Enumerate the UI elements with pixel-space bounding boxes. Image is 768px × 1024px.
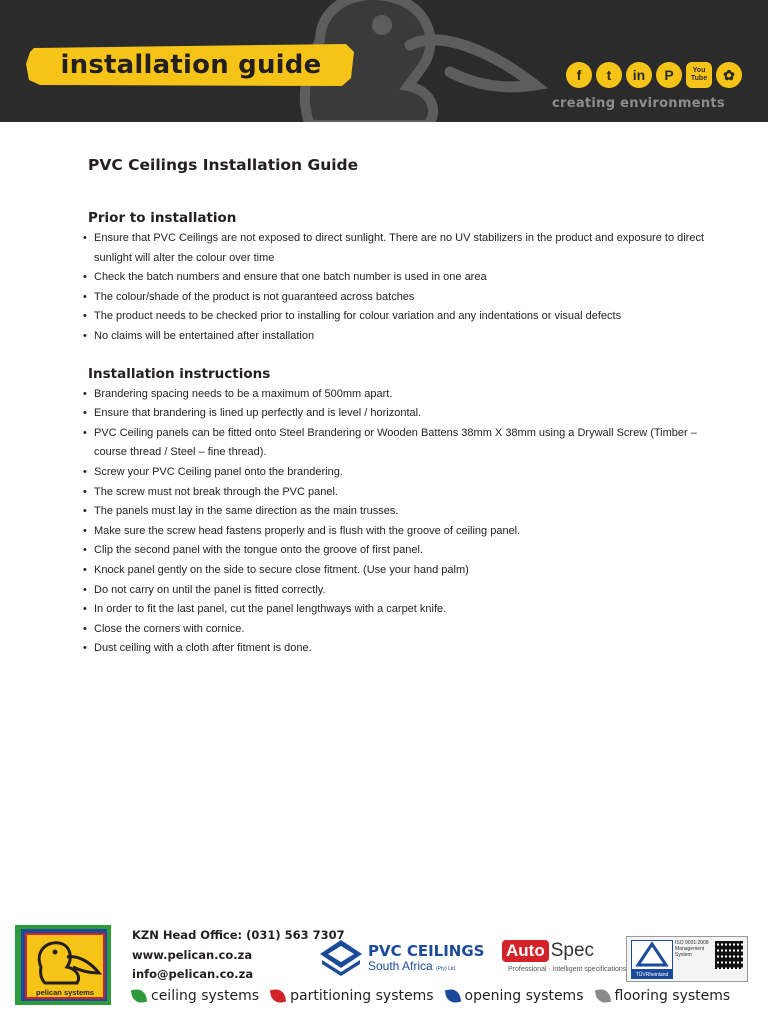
pelican-systems-logo [15,925,111,1005]
title-badge [26,42,356,88]
list-item: • The panels must lay in the same direction as the main trusses. [80,502,710,522]
tuv-logo [631,940,673,979]
bullet-list [80,385,710,659]
pinterest-icon[interactable]: P [656,62,682,88]
contact-info [132,926,345,985]
header-banner [0,0,768,122]
system-item-flooring: flooring systems [596,988,731,1004]
list-item: • PVC Ceiling panels can be fitted onto Steel Brandering or Wooden Battens 38mm X 38mm using a Drywall Screw (Timber – course thread / Steel – fine thread). [80,424,710,463]
website-link[interactable]: www.pelican.co.za [132,947,253,962]
leaf-icon [444,988,460,1004]
iso-certification [626,936,748,982]
social-links [566,62,742,88]
leaf-icon [131,988,147,1004]
list-item: • Check the batch numbers and ensure that one batch number is used in one area [80,268,710,288]
list-item: • Dust ceiling with a cloth after fitment is done. [80,639,710,659]
list-item: • The colour/shade of the product is not guaranteed across batches [80,288,710,308]
list-item: • No claims will be entertained after installation [80,327,710,347]
qr-code-icon [715,941,743,969]
section-heading: Installation instructions [88,365,271,382]
list-item: • Clip the second panel with the tongue onto the groove of first panel. [80,541,710,561]
pvc-diamond-icon [318,938,364,978]
pvc-logo-title: PVC CEILINGS [368,942,485,960]
email-link[interactable]: info@pelican.co.za [132,967,254,981]
systems-bar [132,988,730,1004]
tagline: creating environments [552,96,725,111]
autospec-auto: Auto [502,940,549,962]
twitter-icon[interactable]: t [596,62,622,88]
document-body [80,156,710,659]
office-phone: KZN Head Office: (031) 563 7307 [132,928,345,942]
list-item: • The screw must not break through the PVC panel. [80,483,710,503]
pvc-logo-subtitle: South Africa (Pty) Ltd. [368,959,457,973]
pvc-ceilings-logo [318,938,490,978]
bullet-list [80,229,710,347]
system-item-opening: opening systems [446,988,584,1004]
svg-text:TÜVRheinland: TÜVRheinland [635,972,669,978]
leaf-icon [270,988,286,1004]
section-prior [80,210,710,347]
list-item: • Close the corners with cornice. [80,620,710,640]
document-title: PVC Ceilings Installation Guide [88,156,359,174]
list-item: • The product needs to be checked prior to installing for colour variation and any indentations or visual defects [80,307,710,327]
list-item: • Knock panel gently on the side to secure close fitment. (Use your hand palm) [80,561,710,581]
facebook-icon[interactable]: f [566,62,592,88]
linkedin-icon[interactable]: in [626,62,652,88]
list-item: • In order to fit the last panel, cut the panel lengthways with a carpet knife. [80,600,710,620]
section-heading: Prior to installation [88,210,237,226]
page-title: installation guide [60,50,322,80]
autospec-logo [502,940,627,978]
flickr-icon[interactable]: ✿ [716,62,742,88]
list-item: • Do not carry on until the panel is fitted correctly. [80,581,710,601]
list-item: • Ensure that brandering is lined up perfectly and is level / horizontal. [80,404,710,424]
list-item: • Ensure that PVC Ceilings are not exposed to direct sunlight. There are no UV stabilizers in the product and exposure to direct sunlight will alter the colour over time [80,229,710,268]
autospec-tagline: Professional · intelligent specifications [508,966,627,973]
leaf-icon [594,988,610,1004]
youtube-icon[interactable]: You Tube [686,62,712,88]
system-item-ceiling: ceiling systems [132,988,259,1004]
autospec-spec: Spec [550,940,595,961]
list-item: • Brandering spacing needs to be a maximum of 500mm apart. [80,385,710,405]
system-item-partitioning: partitioning systems [271,988,433,1004]
list-item: • Make sure the screw head fastens properly and is flush with the groove of ceiling panel. [80,522,710,542]
section-instructions [80,366,710,659]
list-item: • Screw your PVC Ceiling panel onto the brandering. [80,463,710,483]
iso-text: ISO 9001:2008 Management System [675,940,709,958]
logo-text: pelican systems [36,988,94,997]
